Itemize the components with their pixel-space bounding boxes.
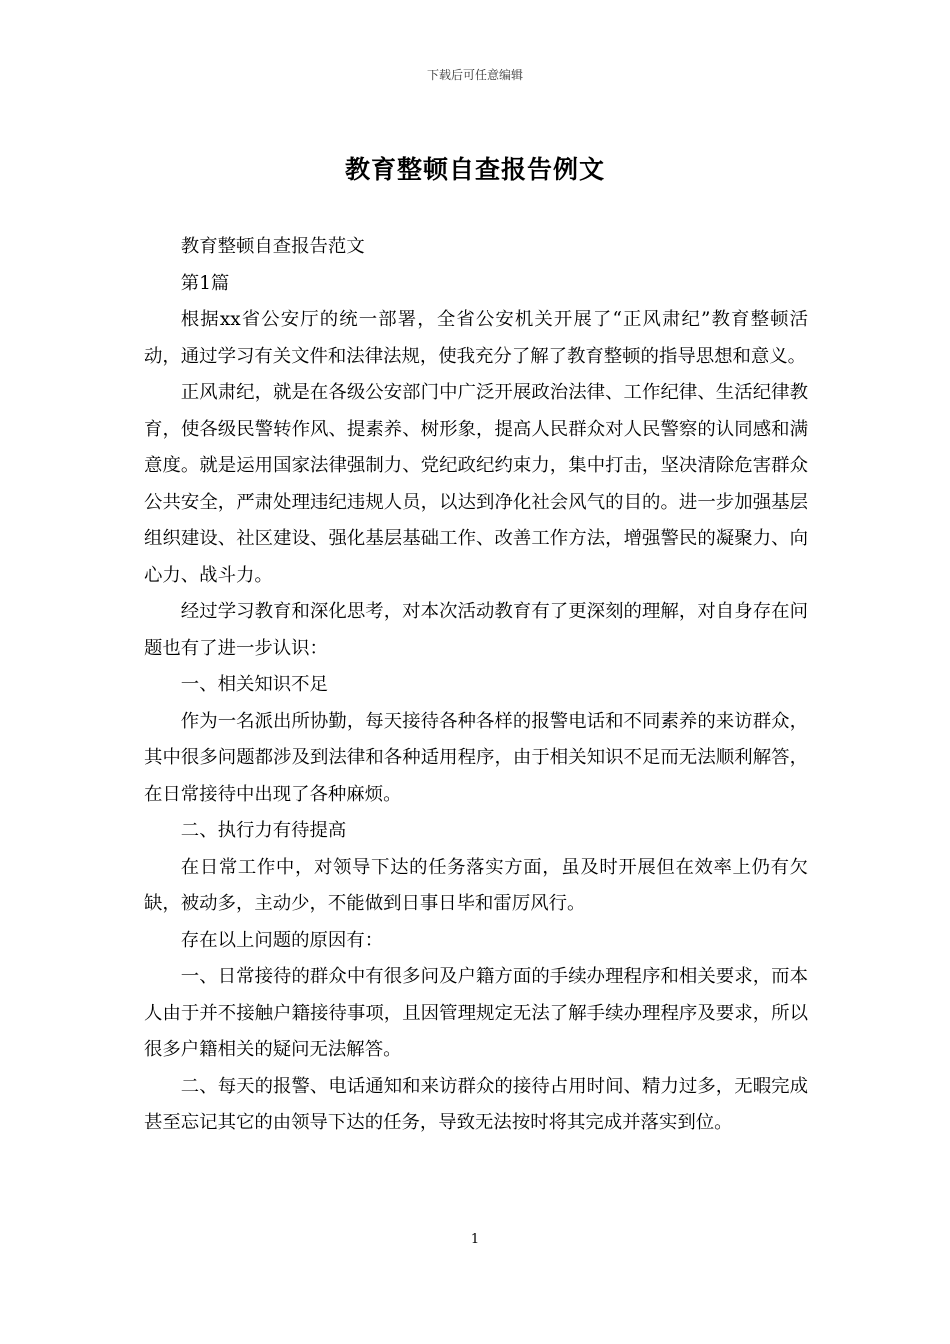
paragraph-subtitle: 教育整顿自查报告范文 [180, 236, 365, 257]
paragraph: 正风肃纪，就是在各级公安部门中广泛开展政治法律、工作纪律、生活纪律教育，使各级民警转作风、提素养、树形象，提高人民群众对人民警察的认同感和满意度。就是运用国家法律强制力、党纪政纪约束力，集中打击，坚决清除危害群众公共安全，严肃处理违纪违规人员，以达到净化社会风气的目的。进一步加强基层组织建设、社区建设、强化基层基础工作、改善工作方法，增强警民的凝聚力、向心力、战斗力。 [144, 382, 808, 586]
paragraph: 一、日常接待的群众中有很多问及户籍方面的手续办理程序和相关要求，而本人由于并不接触户籍接待事项，且因管理规定无法了解手续办理程序及要求，所以很多户籍相关的疑问无法解答。 [144, 966, 808, 1060]
heading-problem-1: 一、相关知识不足 [180, 674, 328, 695]
document-title: 教育整顿自查报告例文 [344, 155, 605, 184]
page-number: 1 [470, 1232, 480, 1247]
heading-problem-2: 二、执行力有待提高 [180, 820, 347, 841]
paragraph-section-number: 第1篇 [180, 272, 230, 294]
paragraph: 在日常工作中，对领导下达的任务落实方面，虽及时开展但在效率上仍有欠缺，被动多，主动少，不能做到日事日毕和雷厉风行。 [144, 856, 808, 914]
heading-causes: 存在以上问题的原因有： [180, 929, 384, 951]
paragraph: 根据xx省公安厅的统一部署，全省公安机关开展了“正风肃纪”教育整顿活动，通过学习有关文件和法律法规，使我充分了解了教育整顿的指导思想和意义。 [144, 309, 808, 367]
paragraph: 二、每天的报警、电话通知和来访群众的接待占用时间、精力过多，无暇完成甚至忘记其它的由领导下达的任务，导致无法按时将其完成并落实到位。 [144, 1075, 808, 1133]
paragraph: 经过学习教育和深化思考，对本次活动教育有了更深刻的理解，对自身存在问题也有了进一步认识： [144, 601, 808, 659]
document-body [144, 229, 808, 1142]
header-note: 下载后可任意编辑 [426, 68, 523, 82]
paragraph: 作为一名派出所协勤，每天接待各种各样的报警电话和不同素养的来访群众，其中很多问题都涉及到法律和各种适用程序，由于相关知识不足而无法顺利解答，在日常接待中出现了各种麻烦。 [144, 710, 808, 805]
